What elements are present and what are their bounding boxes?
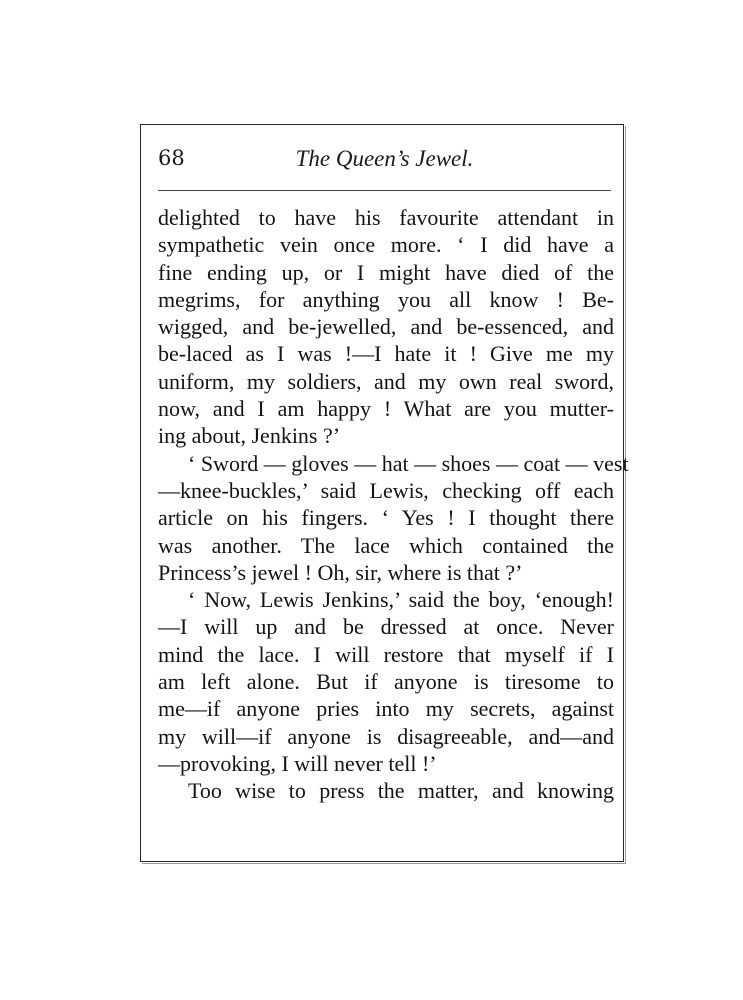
- running-title: The Queen’s Jewel.: [295, 146, 474, 171]
- text-line: —provoking, I will never tell !’: [158, 750, 437, 776]
- text-line: me—if anyone pries into my secrets, against: [158, 696, 614, 722]
- text-line: fine ending up, or I might have died of the: [158, 259, 614, 285]
- body-text: [158, 204, 629, 805]
- text-line: Too wise to press the matter, and knowing: [188, 778, 614, 804]
- text-line: article on his fingers. ‘ Yes ! I thought there: [158, 505, 614, 531]
- text-line: ‘ Now, Lewis Jenkins,’ said the boy, ‘enough!: [188, 587, 614, 613]
- text-line: megrims, for anything you all know ! Be-: [158, 286, 614, 312]
- text-line: am left alone. But if anyone is tiresome to: [158, 669, 614, 695]
- text-line: wigged, and be-jewelled, and be-essenced, and: [158, 314, 614, 340]
- text-line: Princess’s jewel ! Oh, sir, where is that ?’: [158, 559, 523, 585]
- text-line: was another. The lace which contained the: [158, 532, 614, 558]
- text-line: mind the lace. I will restore that myself if I: [158, 641, 614, 667]
- page-header: [158, 146, 611, 186]
- text-line: delighted to have his favourite attendant in: [158, 205, 614, 230]
- text-line: sympathetic vein once more. ‘ I did have a: [158, 232, 614, 258]
- text-line: uniform, my soldiers, and my own real sword,: [158, 368, 614, 394]
- page-number: 68: [158, 146, 185, 170]
- text-line: ing about, Jenkins ?’: [158, 423, 341, 449]
- text-line: —knee-buckles,’ said Lewis, checking off each: [158, 477, 614, 503]
- text-line: ‘ Sword — gloves — hat — shoes — coat — vest: [188, 450, 629, 476]
- header-rule: [158, 190, 611, 191]
- text-line: —I will up and be dressed at once. Never: [158, 614, 614, 640]
- text-line: be-laced as I was !—I hate it ! Give me my: [158, 341, 614, 367]
- text-line: my will—if anyone is disagreeable, and—and: [158, 723, 614, 749]
- text-line: now, and I am happy ! What are you mutter-: [158, 396, 614, 422]
